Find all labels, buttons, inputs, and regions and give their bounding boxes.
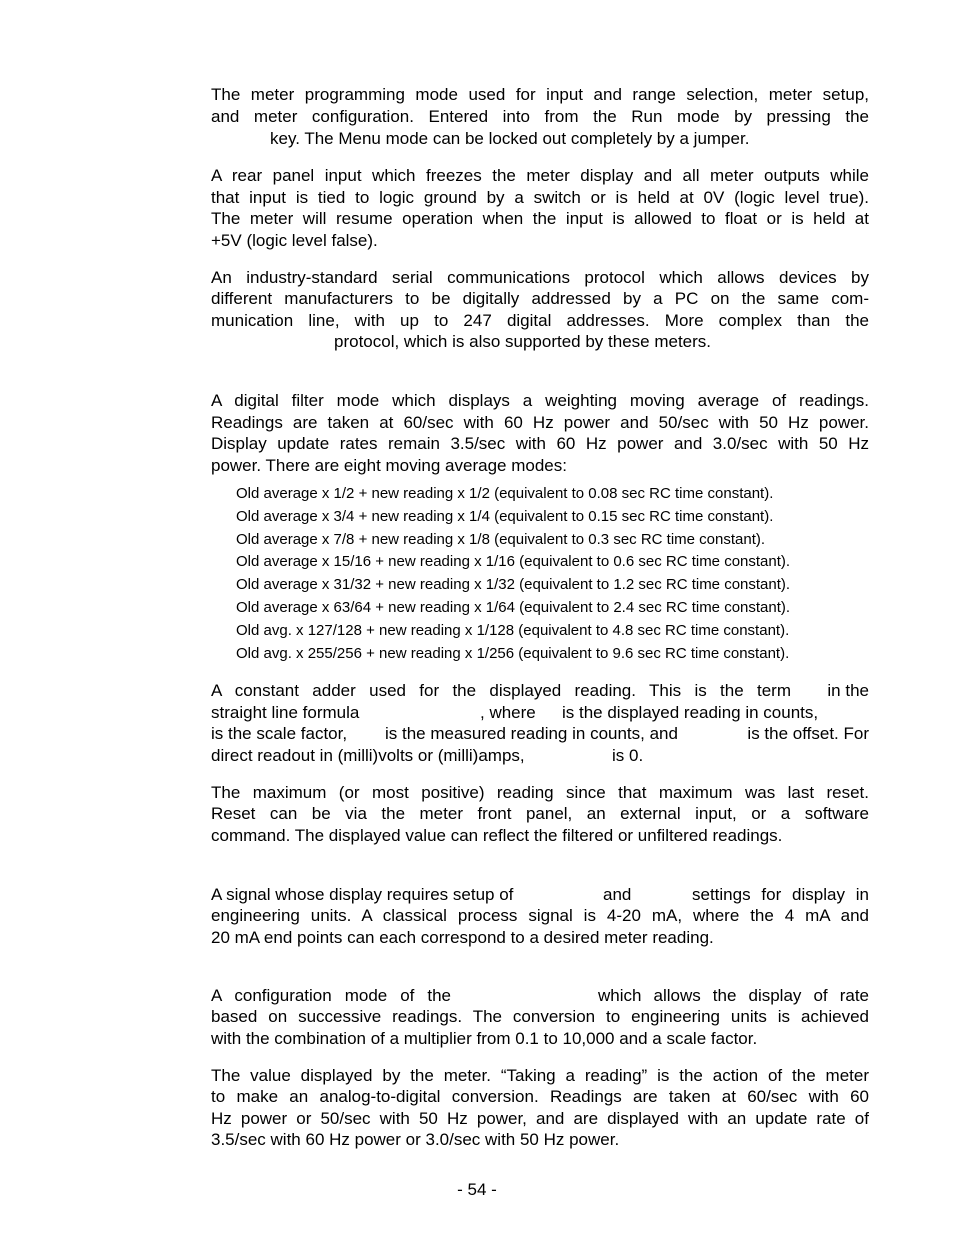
moving-average-mode: Old average x 7/8 + new reading x 1/8 (equivalent to 0.3 sec RC time constant).	[236, 531, 766, 548]
process-signal-line-2: engineering units. A classical process signal is 4-20 mA, where the 4 mA and	[211, 906, 869, 925]
peak-line-1: The maximum (or most positive) reading since that maximum was last reset.	[211, 783, 869, 802]
moving-average-mode: Old average x 31/32 + new reading x 1/32 (equivalent to 1.2 sec RC time constant).	[236, 576, 791, 593]
offset-line-2b: , where	[480, 703, 536, 722]
meter-hold-line-3: The meter will resume operation when the input is allowed to float or is held at	[211, 209, 869, 228]
rate-line-1a: A configuration mode of the	[211, 986, 451, 1005]
moving-average-mode: Old avg. x 255/256 + new reading x 1/256 (equivalent to 9.6 sec RC time constant).	[236, 645, 790, 662]
process-signal-line-1c: settings for display in	[692, 885, 869, 904]
rate-line-2: based on successive readings. The conversion to engineering units is achieved	[211, 1007, 869, 1026]
reading-line-3: Hz power or 50/sec with 50 Hz power, and are displayed with an update rate of	[211, 1109, 869, 1128]
process-signal-line-1b: and	[603, 885, 632, 904]
offset-line-1a: A constant adder used for the displayed reading. This is the term	[211, 681, 791, 700]
moving-average-mode: Old average x 1/2 + new reading x 1/2 (equivalent to 0.08 sec RC time constant).	[236, 485, 774, 502]
modbus-line-3: munication line, with up to 247 digital addresses. More complex than the	[211, 311, 869, 330]
page-number: - 54 -	[457, 1180, 497, 1199]
peak-line-3: command. The displayed value can reflect the filtered or unfiltered readings.	[211, 826, 783, 845]
reading-line-1: The value displayed by the meter. “Taking a reading” is the action of the meter	[211, 1066, 869, 1085]
offset-line-2a: straight line formula	[211, 703, 360, 722]
offset-line-1b: in the	[827, 681, 869, 700]
menu-mode-line-1: The meter programming mode used for input and range selection, meter setup,	[211, 85, 869, 104]
moving-average-line-1: A digital filter mode which displays a weighting moving average of readings.	[211, 391, 869, 410]
moving-average-line-4: power. There are eight moving average modes:	[211, 456, 567, 475]
modbus-line-4: protocol, which is also supported by these meters.	[334, 332, 712, 351]
process-signal-line-3: 20 mA end points can each correspond to a desired meter reading.	[211, 928, 714, 947]
moving-average-mode: Old average x 63/64 + new reading x 1/64 (equivalent to 2.4 sec RC time constant).	[236, 599, 791, 616]
rate-line-3: with the combination of a multiplier from 0.1 to 10,000 and a scale factor.	[211, 1029, 758, 1048]
modbus-line-2: different manufacturers to be digitally addressed by a PC on the same com-	[211, 289, 869, 308]
moving-average-line-2: Readings are taken at 60/sec with 60 Hz power and 50/sec with 50 Hz power.	[211, 413, 869, 432]
process-signal-line-1a: A signal whose display requires setup of	[211, 885, 514, 904]
offset-line-4b: is 0.	[612, 746, 644, 765]
meter-hold-line-2: that input is tied to logic ground by a switch or is held at 0V (logic level true).	[211, 188, 869, 207]
moving-average-line-3: Display update rates remain 3.5/sec with 60 Hz power and 3.0/sec with 50 Hz	[211, 434, 869, 453]
moving-average-mode: Old average x 3/4 + new reading x 1/4 (equivalent to 0.15 sec RC time constant).	[236, 508, 774, 525]
menu-mode-line-2: and meter configuration. Entered into from the Run mode by pressing the	[211, 107, 869, 126]
meter-hold-line-1: A rear panel input which freezes the meter display and all meter outputs while	[211, 166, 869, 185]
offset-line-3a: is the scale factor,	[211, 724, 348, 743]
offset-line-2c: is the displayed reading in counts,	[562, 703, 819, 722]
moving-average-mode: Old avg. x 127/128 + new reading x 1/128 (equivalent to 4.8 sec RC time constant).	[236, 622, 790, 639]
offset-line-3b: is the measured reading in counts, and	[385, 724, 678, 743]
meter-hold-line-4: +5V (logic level false).	[211, 231, 378, 250]
modbus-line-1: An industry-standard serial communications protocol which allows devices by	[211, 268, 869, 287]
offset-line-3c: is the offset. For	[747, 724, 869, 743]
reading-line-4: 3.5/sec with 60 Hz power or 3.0/sec with 50 Hz power.	[211, 1130, 620, 1149]
peak-line-2: Reset can be via the meter front panel, an external input, or a software	[211, 804, 869, 823]
moving-average-mode: Old average x 15/16 + new reading x 1/16 (equivalent to 0.6 sec RC time constant).	[236, 553, 791, 570]
rate-line-1b: which allows the display of rate	[598, 986, 869, 1005]
offset-line-4a: direct readout in (milli)volts or (milli)amps,	[211, 746, 525, 765]
menu-mode-line-3: key. The Menu mode can be locked out completely by a jumper.	[270, 129, 750, 148]
reading-line-2: to make an analog-to-digital conversion. Readings are taken at 60/sec with 60	[211, 1087, 869, 1106]
